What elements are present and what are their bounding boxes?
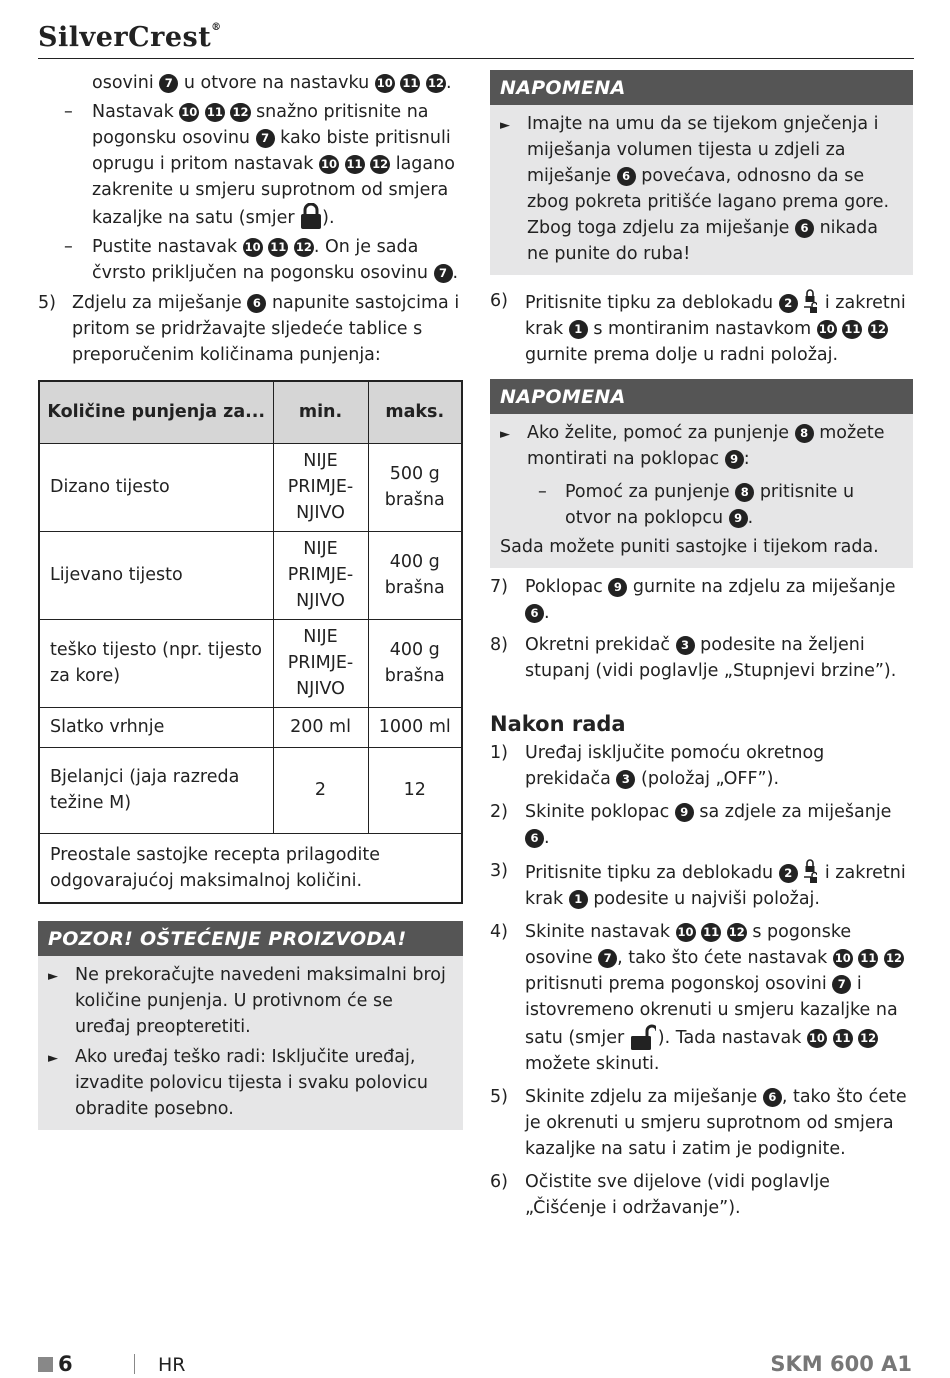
text-segment: Skinite zdjelu za miješanje (525, 1087, 763, 1107)
text-segment: Imajte na umu da se tijekom gnječenja i miješanja volumen tijesta u zdjeli za miješanje (527, 114, 879, 186)
step-8: 8) Okretni prekidač 3 podesite na željeni stupanj (vidi poglavlje „Stupnjevi brzine”). (490, 635, 897, 681)
step-number: 1) (490, 743, 508, 763)
after-use-step (490, 919, 913, 1077)
part-number-badge: 6 (247, 294, 266, 313)
lock-icon (300, 203, 322, 229)
dash-item-release-attachment: – Pustite nastavak 10 11 12 . On je sada čvrsto priključen na pogonsku osovinu 7 . (64, 237, 459, 283)
caution-box (38, 921, 463, 1130)
text-segment: gurnite na zdjelu za miješanje (627, 577, 896, 597)
note-body-2 (490, 414, 913, 568)
text-segment: i zakretni krak (525, 863, 906, 909)
open-lock-icon (630, 1023, 658, 1049)
part-number-badge: 12 (294, 238, 314, 257)
text-segment: kako biste pritisnuli oprugu i pritom nastavak (92, 128, 451, 174)
part-number-badge: 7 (434, 264, 453, 283)
table-header-food: Količine punjenja za... (39, 381, 273, 443)
left-column (38, 70, 463, 1130)
text-segment: Poklopac (525, 577, 609, 597)
part-number-badge: 11 (345, 155, 365, 174)
caution-item (48, 962, 453, 1040)
text-segment: . (747, 508, 754, 528)
model-number: SKM 600 A1 (770, 1352, 912, 1376)
text-segment (339, 154, 345, 174)
step-text (525, 740, 913, 792)
text-segment: sa zdjele za miješanje (693, 802, 892, 822)
text-segment: možete montirati na poklopac (527, 423, 885, 469)
table-cell-food: Slatko vrhnje (39, 707, 273, 747)
part-number-badge: 12 (868, 320, 888, 339)
note-1-item (500, 111, 903, 267)
header-rule (38, 58, 914, 59)
part-number-badge: 7 (256, 129, 275, 148)
text-segment: i zakretni krak (525, 293, 906, 339)
text-segment: Nastavak (92, 102, 180, 122)
note-body-1 (490, 105, 913, 275)
text-segment: Uređaj isključite pomoću okretnog prekidača (525, 743, 825, 789)
part-number-badge: 7 (832, 975, 851, 994)
part-number-badge: 6 (525, 829, 544, 848)
step-text (525, 919, 913, 1077)
note-2-footer: Sada možete puniti sastojke i tijekom rada. (500, 537, 879, 557)
table-row (39, 747, 462, 833)
text-segment: nikada ne punite do ruba! (527, 218, 878, 264)
after-use-list (490, 740, 913, 1221)
caution-body (38, 956, 463, 1130)
text-segment: ). (322, 208, 335, 228)
part-number-badge: 10 (807, 1029, 827, 1048)
part-number-badge: 11 (205, 103, 225, 122)
step-number: 3) (490, 861, 508, 881)
text-segment: Skinite poklopac (525, 802, 675, 822)
triangle-arrow-icon: ► (500, 118, 510, 133)
page-footer (38, 1352, 912, 1378)
part-number-badge: 7 (159, 74, 178, 93)
text-segment: Pritisnite tipku za deblokadu (525, 863, 779, 883)
part-number-badge: 2 (779, 864, 798, 883)
part-number-badge: 6 (617, 167, 636, 186)
table-cell-min: 200 ml (273, 707, 368, 747)
part-number-badge: 12 (370, 155, 390, 174)
note-2-item (500, 420, 903, 472)
text-segment: s pogonske osovine (525, 922, 852, 968)
table-cell-min: NIJE PRIMJE-NJIVO (273, 531, 368, 619)
part-number-badge: 3 (676, 636, 695, 655)
right-column (490, 70, 913, 1221)
table-row (39, 443, 462, 531)
text-segment: Okretni prekidač (525, 635, 676, 655)
part-number-badge: 11 (858, 949, 878, 968)
table-cell-max: 400 g brašna (368, 531, 462, 619)
table-cell-food: Dizano tijesto (39, 443, 273, 531)
part-number-badge: 12 (884, 949, 904, 968)
part-number-badge: 9 (608, 578, 627, 597)
after-use-step (490, 1084, 913, 1162)
note-box-2 (490, 379, 913, 568)
table-row (39, 531, 462, 619)
caution-item-text: Ako uređaj teško radi: Isključite uređaj, izvadite polovicu tijesta i svaku polovicu obradite posebno. (75, 1047, 428, 1119)
text-segment: Pritisnite tipku za deblokadu (525, 293, 779, 313)
text-segment: s montiranim nastavkom (587, 319, 817, 339)
table-cell-max: 400 g brašna (368, 619, 462, 707)
text-segment: . (452, 263, 459, 283)
table-cell-min: NIJE PRIMJE-NJIVO (273, 619, 368, 707)
triangle-arrow-icon: ► (48, 1051, 58, 1066)
part-number-badge: 2 (779, 294, 798, 313)
part-number-badge: 11 (701, 923, 721, 942)
table-row (39, 707, 462, 747)
part-number-badge: 12 (727, 923, 747, 942)
language-code: HR (158, 1354, 186, 1376)
caution-item-text: Ne prekoračujte navedeni maksimalni broj količine punjenja. U protivnom će se uređaj preopteretiti. (75, 965, 446, 1037)
fill-quantity-table (38, 380, 463, 904)
table-cell-food: Bjelanjci (jaja razreda težine M) (39, 747, 273, 833)
triangle-arrow-icon: ► (48, 969, 58, 984)
part-number-badge: 7 (598, 949, 617, 968)
part-number-badge: 3 (616, 770, 635, 789)
text-segment: Pomoć za punjenje (565, 482, 736, 502)
text-segment: napunite sastojcima i pritom se pridržavajte sljedeće tablice s preporučenim količinama punjenja: (72, 293, 460, 365)
table-header-min: min. (273, 381, 368, 443)
text-segment: gurnite prema dolje u radni položaj. (525, 345, 839, 365)
part-number-badge: 9 (729, 509, 748, 528)
brand-logo: SilverCrest® (38, 22, 222, 53)
table-cell-max: 1000 ml (368, 707, 462, 747)
part-number-badge: 9 (725, 450, 744, 469)
after-use-step (490, 740, 913, 792)
part-number-badge: 11 (842, 320, 862, 339)
part-number-badge: 11 (268, 238, 288, 257)
dash-item-press-attachment: – Nastavak 10 11 12 snažno pritisnite na pogonsku osovinu 7 kako biste pritisnuli oprugu i pritom nastavak 10 11 12 lagano zakrenite u smjeru suprotnom od smjera kazaljke na satu (smjer ). (64, 102, 455, 228)
text-segment: Skinite nastavak (525, 922, 676, 942)
text-segment: . (544, 828, 550, 848)
part-number-badge: 6 (795, 219, 814, 238)
text-segment: , tako što ćete nastavak (617, 948, 833, 968)
table-cell-max: 12 (368, 747, 462, 833)
caution-item (48, 1044, 453, 1122)
note-2-dash: – Pomoć za punjenje 8 pritisnite u otvor na poklopcu 9 . (538, 482, 855, 528)
footer-divider (134, 1354, 135, 1374)
part-number-badge: 1 (569, 890, 588, 909)
part-number-badge: 12 (230, 103, 250, 122)
part-number-badge: 8 (795, 424, 814, 443)
text-segment: možete skinuti. (525, 1054, 660, 1074)
part-number-badge: 10 (243, 238, 263, 257)
table-footer-note: Preostale sastojke recepta prilagodite odgovarajućoj maksimalnoj količini. (39, 833, 462, 903)
text-segment: povećava, odnosno da se zbog pokreta pritišće lagano prema gore. Zbog toga zdjelu za miješanje (527, 166, 890, 238)
after-use-step (490, 858, 913, 912)
part-number-badge: 10 (179, 103, 199, 122)
text-segment: : (743, 449, 750, 469)
part-number-badge: 9 (675, 803, 694, 822)
part-number-badge: 6 (763, 1088, 782, 1107)
table-cell-min: NIJE PRIMJE-NJIVO (273, 443, 368, 531)
part-number-badge: 11 (833, 1029, 853, 1048)
part-number-badge: 11 (400, 74, 420, 93)
part-number-badge: 1 (569, 320, 588, 339)
continued-dash-line (38, 70, 463, 96)
caution-title: POZOR! OŠTEĆENJE PROIZVODA! (38, 921, 463, 956)
step-text (525, 1169, 913, 1221)
page-number: 6 (58, 1352, 73, 1376)
after-use-step (490, 1169, 913, 1221)
step-text (525, 858, 913, 912)
part-number-badge: 10 (375, 74, 395, 93)
step-number: 4) (490, 922, 508, 942)
step-6: 6) Pritisnite tipku za deblokadu 2 i zakretni krak 1 s montiranim nastavkom 10 11 12 gurnite prema dolje u radni položaj. (490, 288, 913, 368)
release-lock-icon (803, 858, 819, 884)
step-text (525, 1084, 913, 1162)
text-segment: Pustite nastavak (92, 237, 243, 257)
table-header-max: maks. (368, 381, 462, 443)
step-number: 6) (490, 1172, 508, 1192)
part-number-badge: 10 (676, 923, 696, 942)
table-cell-max: 500 g brašna (368, 443, 462, 531)
text-segment: snažno pritisnite na pogonsku osovinu (92, 102, 429, 148)
table-row (39, 619, 462, 707)
note-box-1 (490, 70, 913, 275)
text-segment: Zdjelu za miješanje (72, 293, 248, 313)
table-cell-min: 2 (273, 747, 368, 833)
text-segment: ). Tada nastavak (657, 1028, 807, 1048)
text-segment: i istovremeno okrenuti u smjeru kazaljke na satu (smjer (525, 974, 898, 1048)
note-title-1: NAPOMENA (490, 70, 913, 105)
step-7: 7) Poklopac 9 gurnite na zdjelu za miješanje 6 . (490, 577, 896, 623)
text-segment (721, 922, 727, 942)
part-number-badge: 10 (319, 155, 339, 174)
section-heading-after-use: Nakon rada (490, 712, 626, 736)
part-number-badge: 12 (858, 1029, 878, 1048)
part-number-badge: 10 (817, 320, 837, 339)
part-number-badge: 6 (525, 604, 544, 623)
after-use-step (490, 799, 913, 851)
text-segment: podesite na željeni stupanj (vidi poglavlje „Stupnjevi brzine”). (525, 635, 897, 681)
step-text (525, 799, 913, 851)
text-segment: . On je sada čvrsto priključen na pogonsku osovinu (92, 237, 434, 283)
text-segment: pritisnite u otvor na poklopcu (565, 482, 855, 528)
text-segment: Ako želite, pomoć za punjenje (527, 423, 795, 443)
part-number-badge: 8 (735, 483, 754, 502)
step-number: 2) (490, 802, 508, 822)
note-title-2: NAPOMENA (490, 379, 913, 414)
text-segment: . (544, 603, 550, 623)
text-segment: Očistite sve dijelove (vidi poglavlje „Čišćenje i održavanje”). (525, 1172, 830, 1218)
text-segment (827, 1028, 833, 1048)
text-segment: lagano zakrenite u smjeru suprotnom od smjera kazaljke na satu (smjer (92, 154, 455, 228)
page-marker-square (38, 1357, 53, 1372)
text-segment: pritisnuti prema pogonskoj osovini (525, 974, 833, 994)
part-number-badge: 10 (833, 949, 853, 968)
text-segment: u otvore na nastavku (178, 73, 375, 93)
text-segment: (položaj „OFF”). (635, 769, 780, 789)
triangle-arrow-icon: ► (500, 427, 510, 442)
text-segment: . (445, 73, 452, 93)
step-5: 5) Zdjelu za miješanje 6 napunite sastojcima i pritom se pridržavajte sljedeće tablice s preporučenim količinama punjenja: (38, 293, 460, 365)
text-segment: podesite u najviši položaj. (587, 889, 820, 909)
table-cell-food: Lijevano tijesto (39, 531, 273, 619)
table-cell-food: teško tijesto (npr. tijesto za kore) (39, 619, 273, 707)
text-segment: osovini (92, 73, 160, 93)
step-number: 5) (490, 1087, 508, 1107)
release-lock-icon (803, 288, 819, 314)
part-number-badge: 12 (426, 74, 446, 93)
text-segment: , tako što ćete je okrenuti u smjeru suprotnom od smjera kazaljke na satu i zatim je podignite. (525, 1087, 907, 1159)
